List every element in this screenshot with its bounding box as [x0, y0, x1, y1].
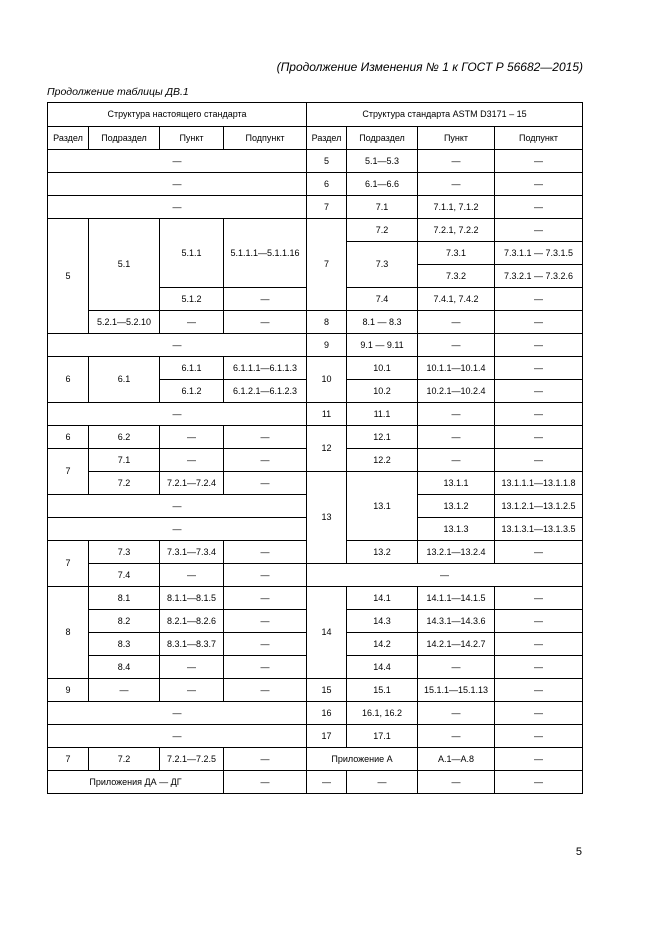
table-cell: — [495, 656, 583, 679]
column-header: Пункт [160, 127, 224, 150]
table-cell: — [48, 334, 307, 357]
table-cell: 13.2.1—13.2.4 [418, 541, 495, 564]
table-cell: — [224, 311, 307, 334]
table-cell: 11.1 [347, 403, 418, 426]
table-cell: 10.1.1—10.1.4 [418, 357, 495, 380]
column-header: Раздел [48, 127, 89, 150]
table-cell: 5.1.1 [160, 219, 224, 288]
table-cell: 14.3 [347, 610, 418, 633]
table-cell: 14.3.1—14.3.6 [418, 610, 495, 633]
column-header: Подпункт [224, 127, 307, 150]
table-cell: — [495, 196, 583, 219]
table-cell: 7.1 [89, 449, 160, 472]
table-cell: — [495, 679, 583, 702]
table-cell: — [495, 403, 583, 426]
table-cell: — [418, 311, 495, 334]
table-cell: — [418, 426, 495, 449]
table-cell: 5.2.1—5.2.10 [89, 311, 160, 334]
table-cell: 13.1.1 [418, 472, 495, 495]
table-cell: 7 [307, 219, 347, 311]
table-row [48, 150, 583, 173]
table-cell: А.1—А.8 [418, 748, 495, 771]
table-cell: — [307, 564, 583, 587]
table-cell: — [224, 610, 307, 633]
table-cell: — [48, 196, 307, 219]
table-cell: — [224, 288, 307, 311]
table-cell: 8.1.1—8.1.5 [160, 587, 224, 610]
table-cell: 10 [307, 357, 347, 403]
table-cell: 14.2 [347, 633, 418, 656]
table-cell: 5.1—5.3 [347, 150, 418, 173]
group-header-current-standard: Структура настоящего стандарта [48, 103, 307, 127]
table-cell: 17.1 [347, 725, 418, 748]
table-cell: — [418, 173, 495, 196]
table-cell: 15 [307, 679, 347, 702]
group-header-astm-standard: Структура стандарта ASTM D3171 – 15 [307, 103, 583, 127]
table-cell: — [160, 426, 224, 449]
table-cell: 7.3.1—7.3.4 [160, 541, 224, 564]
table-cell: — [495, 610, 583, 633]
table-cell: 10.2.1—10.2.4 [418, 380, 495, 403]
table-row [48, 173, 583, 196]
column-header: Подраздел [89, 127, 160, 150]
table-cell: 7.4 [89, 564, 160, 587]
table-cell: — [224, 426, 307, 449]
table-cell: 13.1.1.1—13.1.1.8 [495, 472, 583, 495]
table-cell: — [48, 173, 307, 196]
table-cell: 7.4 [347, 288, 418, 311]
table-cell: 12 [307, 426, 347, 472]
table-cell: — [224, 771, 307, 794]
table-cell: — [418, 449, 495, 472]
table-cell: — [224, 748, 307, 771]
table-cell: 6.1—6.6 [347, 173, 418, 196]
table-cell: 6 [48, 426, 89, 449]
table-cell: 6.1.2.1—6.1.2.3 [224, 380, 307, 403]
table-cell: — [418, 656, 495, 679]
table-cell: — [495, 702, 583, 725]
table-cell: 7.3 [89, 541, 160, 564]
table-cell: — [495, 380, 583, 403]
table-cell: Приложение А [307, 748, 418, 771]
table-cell: — [495, 748, 583, 771]
table-cell: — [495, 771, 583, 794]
table-cell: 6 [307, 173, 347, 196]
table-cell: 7 [307, 196, 347, 219]
table-cell: — [48, 403, 307, 426]
table-row [48, 771, 583, 794]
table-cell: 14.1.1—14.1.5 [418, 587, 495, 610]
table-cell: 8.4 [89, 656, 160, 679]
table-cell: — [160, 656, 224, 679]
table-cell: — [160, 449, 224, 472]
table-cell: 8 [307, 311, 347, 334]
table-cell: 7 [48, 541, 89, 587]
table-cell: 10.1 [347, 357, 418, 380]
table-cell: 15.1 [347, 679, 418, 702]
table-cell: 5 [48, 219, 89, 334]
table-cell: — [495, 357, 583, 380]
table-cell: 16 [307, 702, 347, 725]
table-cell: — [224, 587, 307, 610]
table-cell: 8.3.1—8.3.7 [160, 633, 224, 656]
table-cell: 17 [307, 725, 347, 748]
table-row [48, 311, 583, 334]
table-cell: — [48, 150, 307, 173]
table-cell: 7.1 [347, 196, 418, 219]
table-cell: Приложения ДА — ДГ [48, 771, 224, 794]
column-header: Пункт [418, 127, 495, 150]
table-cell: 5.1.1.1—5.1.1.16 [224, 219, 307, 288]
table-cell: — [495, 334, 583, 357]
table-cell: — [224, 541, 307, 564]
table-cell: — [224, 633, 307, 656]
table-row [48, 702, 583, 725]
table-cell: — [224, 449, 307, 472]
table-cell: 5 [307, 150, 347, 173]
table-cell: — [418, 725, 495, 748]
table-cell: 6.1.1 [160, 357, 224, 380]
table-cell: 13.1.2 [418, 495, 495, 518]
table-group-header-row [48, 103, 583, 127]
table-row [48, 472, 583, 495]
table-continuation-caption: Продолжение таблицы ДВ.1 [47, 86, 189, 98]
table-cell: 7.3.2 [418, 265, 495, 288]
table-cell: — [495, 311, 583, 334]
table-cell: — [160, 311, 224, 334]
table-cell: — [495, 426, 583, 449]
table-cell: — [48, 725, 307, 748]
table-cell: 7 [48, 449, 89, 495]
continuation-header: (Продолжение Изменения № 1 к ГОСТ Р 56682—2015) [276, 60, 583, 74]
table-cell: — [224, 472, 307, 495]
table-cell: — [418, 771, 495, 794]
table-row [48, 426, 583, 449]
table-cell: 6 [48, 357, 89, 403]
table-cell: 7.3.2.1 — 7.3.2.6 [495, 265, 583, 288]
table-cell: 9 [307, 334, 347, 357]
page-number: 5 [575, 846, 582, 858]
table-row [48, 403, 583, 426]
table-cell: — [48, 518, 307, 541]
table-cell: 8 [48, 587, 89, 679]
table-cell: 7.3.1 [418, 242, 495, 265]
column-header: Подпункт [495, 127, 583, 150]
table-cell: — [495, 150, 583, 173]
table-cell: 6.1 [89, 357, 160, 403]
table-cell: — [48, 702, 307, 725]
table-row [48, 748, 583, 771]
table-cell: — [495, 219, 583, 242]
table-cell: — [418, 150, 495, 173]
table-cell: 7.3.1.1 — 7.3.1.5 [495, 242, 583, 265]
table-cell: 7.2 [347, 219, 418, 242]
table-cell: 14 [307, 587, 347, 679]
table-row [48, 587, 583, 610]
table-cell: — [48, 495, 307, 518]
table-cell: 5.1.2 [160, 288, 224, 311]
table-cell: 14.2.1—14.2.7 [418, 633, 495, 656]
table-cell: — [495, 587, 583, 610]
table-cell: 13.1.3 [418, 518, 495, 541]
table-cell: 6.2 [89, 426, 160, 449]
table-cell: 13.1.2.1—13.1.2.5 [495, 495, 583, 518]
table-cell: 13 [307, 472, 347, 564]
table-cell: 8.1 [89, 587, 160, 610]
column-header: Подраздел [347, 127, 418, 150]
table-cell: — [224, 679, 307, 702]
table-cell: 8.2.1—8.2.6 [160, 610, 224, 633]
table-row [48, 564, 583, 587]
table-cell: 7.2 [89, 748, 160, 771]
table-cell: 13.1 [347, 472, 418, 541]
table-cell: 8.2 [89, 610, 160, 633]
table-cell: 7.2 [89, 472, 160, 495]
table-cell: — [347, 771, 418, 794]
table-row [48, 196, 583, 219]
table-cell: 9 [48, 679, 89, 702]
table-cell: 9.1 — 9.11 [347, 334, 418, 357]
table-cell: 11 [307, 403, 347, 426]
table-cell: 14.1 [347, 587, 418, 610]
table-cell: — [495, 725, 583, 748]
table-cell: 8.3 [89, 633, 160, 656]
table-cell: 5.1 [89, 219, 160, 311]
table-cell: — [418, 702, 495, 725]
table-cell: — [224, 656, 307, 679]
table-column-header-row [48, 127, 583, 150]
table-cell: 6.1.1.1—6.1.1.3 [224, 357, 307, 380]
table-cell: — [307, 771, 347, 794]
table-cell: 8.1 — 8.3 [347, 311, 418, 334]
table-row [48, 334, 583, 357]
table-cell: 16.1, 16.2 [347, 702, 418, 725]
table-row [48, 725, 583, 748]
table-cell: 14.4 [347, 656, 418, 679]
table-cell: — [89, 679, 160, 702]
table-cell: 7.4.1, 7.4.2 [418, 288, 495, 311]
table-cell: 7.2.1, 7.2.2 [418, 219, 495, 242]
table-row [48, 219, 583, 242]
table-cell: 12.2 [347, 449, 418, 472]
table-cell: 7.3 [347, 242, 418, 288]
correspondence-table [47, 102, 583, 794]
table-cell: 13.1.3.1—13.1.3.5 [495, 518, 583, 541]
table-cell: 15.1.1—15.1.13 [418, 679, 495, 702]
table-cell: 7 [48, 748, 89, 771]
table-cell: — [495, 288, 583, 311]
table-cell: 6.1.2 [160, 380, 224, 403]
table-cell: — [495, 541, 583, 564]
table-cell: — [495, 633, 583, 656]
table-cell: 13.2 [347, 541, 418, 564]
table-cell: — [418, 403, 495, 426]
table-cell: 7.2.1—7.2.4 [160, 472, 224, 495]
table-row [48, 679, 583, 702]
table-cell: 10.2 [347, 380, 418, 403]
table-cell: — [495, 173, 583, 196]
table-cell: — [160, 679, 224, 702]
table-cell: 7.1.1, 7.1.2 [418, 196, 495, 219]
table-row [48, 357, 583, 380]
table-cell: — [160, 564, 224, 587]
table-cell: 7.2.1—7.2.5 [160, 748, 224, 771]
table-cell: — [418, 334, 495, 357]
column-header: Раздел [307, 127, 347, 150]
table-cell: 12.1 [347, 426, 418, 449]
table-cell: — [224, 564, 307, 587]
table-cell: — [495, 449, 583, 472]
